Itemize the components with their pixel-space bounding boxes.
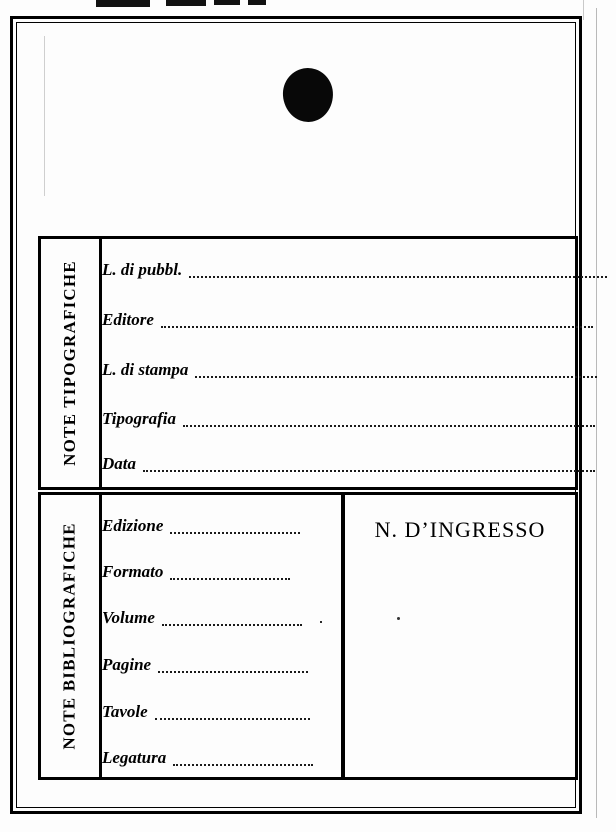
- field-input-pagine[interactable]: [158, 659, 308, 673]
- field-input-tipografia[interactable]: [183, 413, 595, 427]
- field-input-editore[interactable]: [161, 314, 593, 328]
- field-input-formato[interactable]: [170, 566, 290, 580]
- field-row-edizione[interactable]: [102, 517, 300, 535]
- field-input-edizione[interactable]: [170, 520, 300, 534]
- field-label-luogo-di-pubblicazione: L. di pubbl.: [102, 260, 183, 279]
- ingresso-title: N. D’INGRESSO: [374, 517, 546, 542]
- section-label-note-tipografiche: [41, 239, 99, 487]
- field-label-tipografia: Tipografia: [102, 409, 176, 428]
- field-row-tipografia[interactable]: [102, 410, 595, 428]
- scan-edge-line: [583, 0, 584, 20]
- field-row-pagine[interactable]: [102, 656, 308, 674]
- field-label-legatura: Legatura: [102, 748, 167, 767]
- section-label-text: NOTE BIBLIOGRAFICHE: [60, 522, 80, 750]
- field-label-edizione: Edizione: [102, 516, 164, 535]
- field-row-luogo-di-pubblicazione[interactable]: [102, 261, 607, 279]
- field-row-tavole[interactable]: [102, 703, 310, 721]
- field-label-tavole: Tavole: [102, 702, 148, 721]
- field-list-bibliografiche: [102, 495, 335, 777]
- field-label-volume: Volume: [102, 608, 155, 627]
- section-note-tipografiche: [38, 236, 578, 490]
- field-input-data[interactable]: [143, 458, 595, 472]
- field-label-formato: Formato: [102, 562, 164, 581]
- field-input-volume[interactable]: [162, 612, 302, 626]
- field-label-pagine: Pagine: [102, 655, 152, 674]
- field-row-editore[interactable]: [102, 311, 593, 329]
- field-input-luogo-di-stampa[interactable]: [195, 364, 597, 378]
- ingresso-block[interactable]: [345, 495, 575, 777]
- field-input-legatura[interactable]: [173, 752, 313, 766]
- field-row-luogo-di-stampa[interactable]: [102, 361, 597, 379]
- scan-edge-line: [596, 8, 597, 818]
- field-label-data: Data: [102, 454, 136, 473]
- field-input-tavole[interactable]: [155, 706, 310, 720]
- field-row-formato[interactable]: [102, 563, 290, 581]
- field-row-volume[interactable]: [102, 609, 302, 627]
- field-label-editore: Editore: [102, 310, 154, 329]
- scan-smudge: [248, 0, 266, 5]
- field-list-tipografiche: [102, 239, 575, 487]
- section-label-text: NOTE TIPOGRAFICHE: [60, 260, 80, 466]
- field-label-luogo-di-stampa: L. di stampa: [102, 360, 189, 379]
- section-label-note-bibliografiche: [41, 495, 99, 777]
- scan-smudge: [166, 0, 206, 6]
- field-row-data[interactable]: [102, 455, 595, 473]
- scan-smudge: [214, 0, 240, 5]
- section-note-bibliografiche: [38, 492, 578, 780]
- field-row-legatura[interactable]: [102, 749, 313, 767]
- field-input-luogo-di-pubblicazione[interactable]: [189, 264, 607, 278]
- scan-speck: [397, 617, 400, 620]
- scan-smudge: [96, 0, 150, 7]
